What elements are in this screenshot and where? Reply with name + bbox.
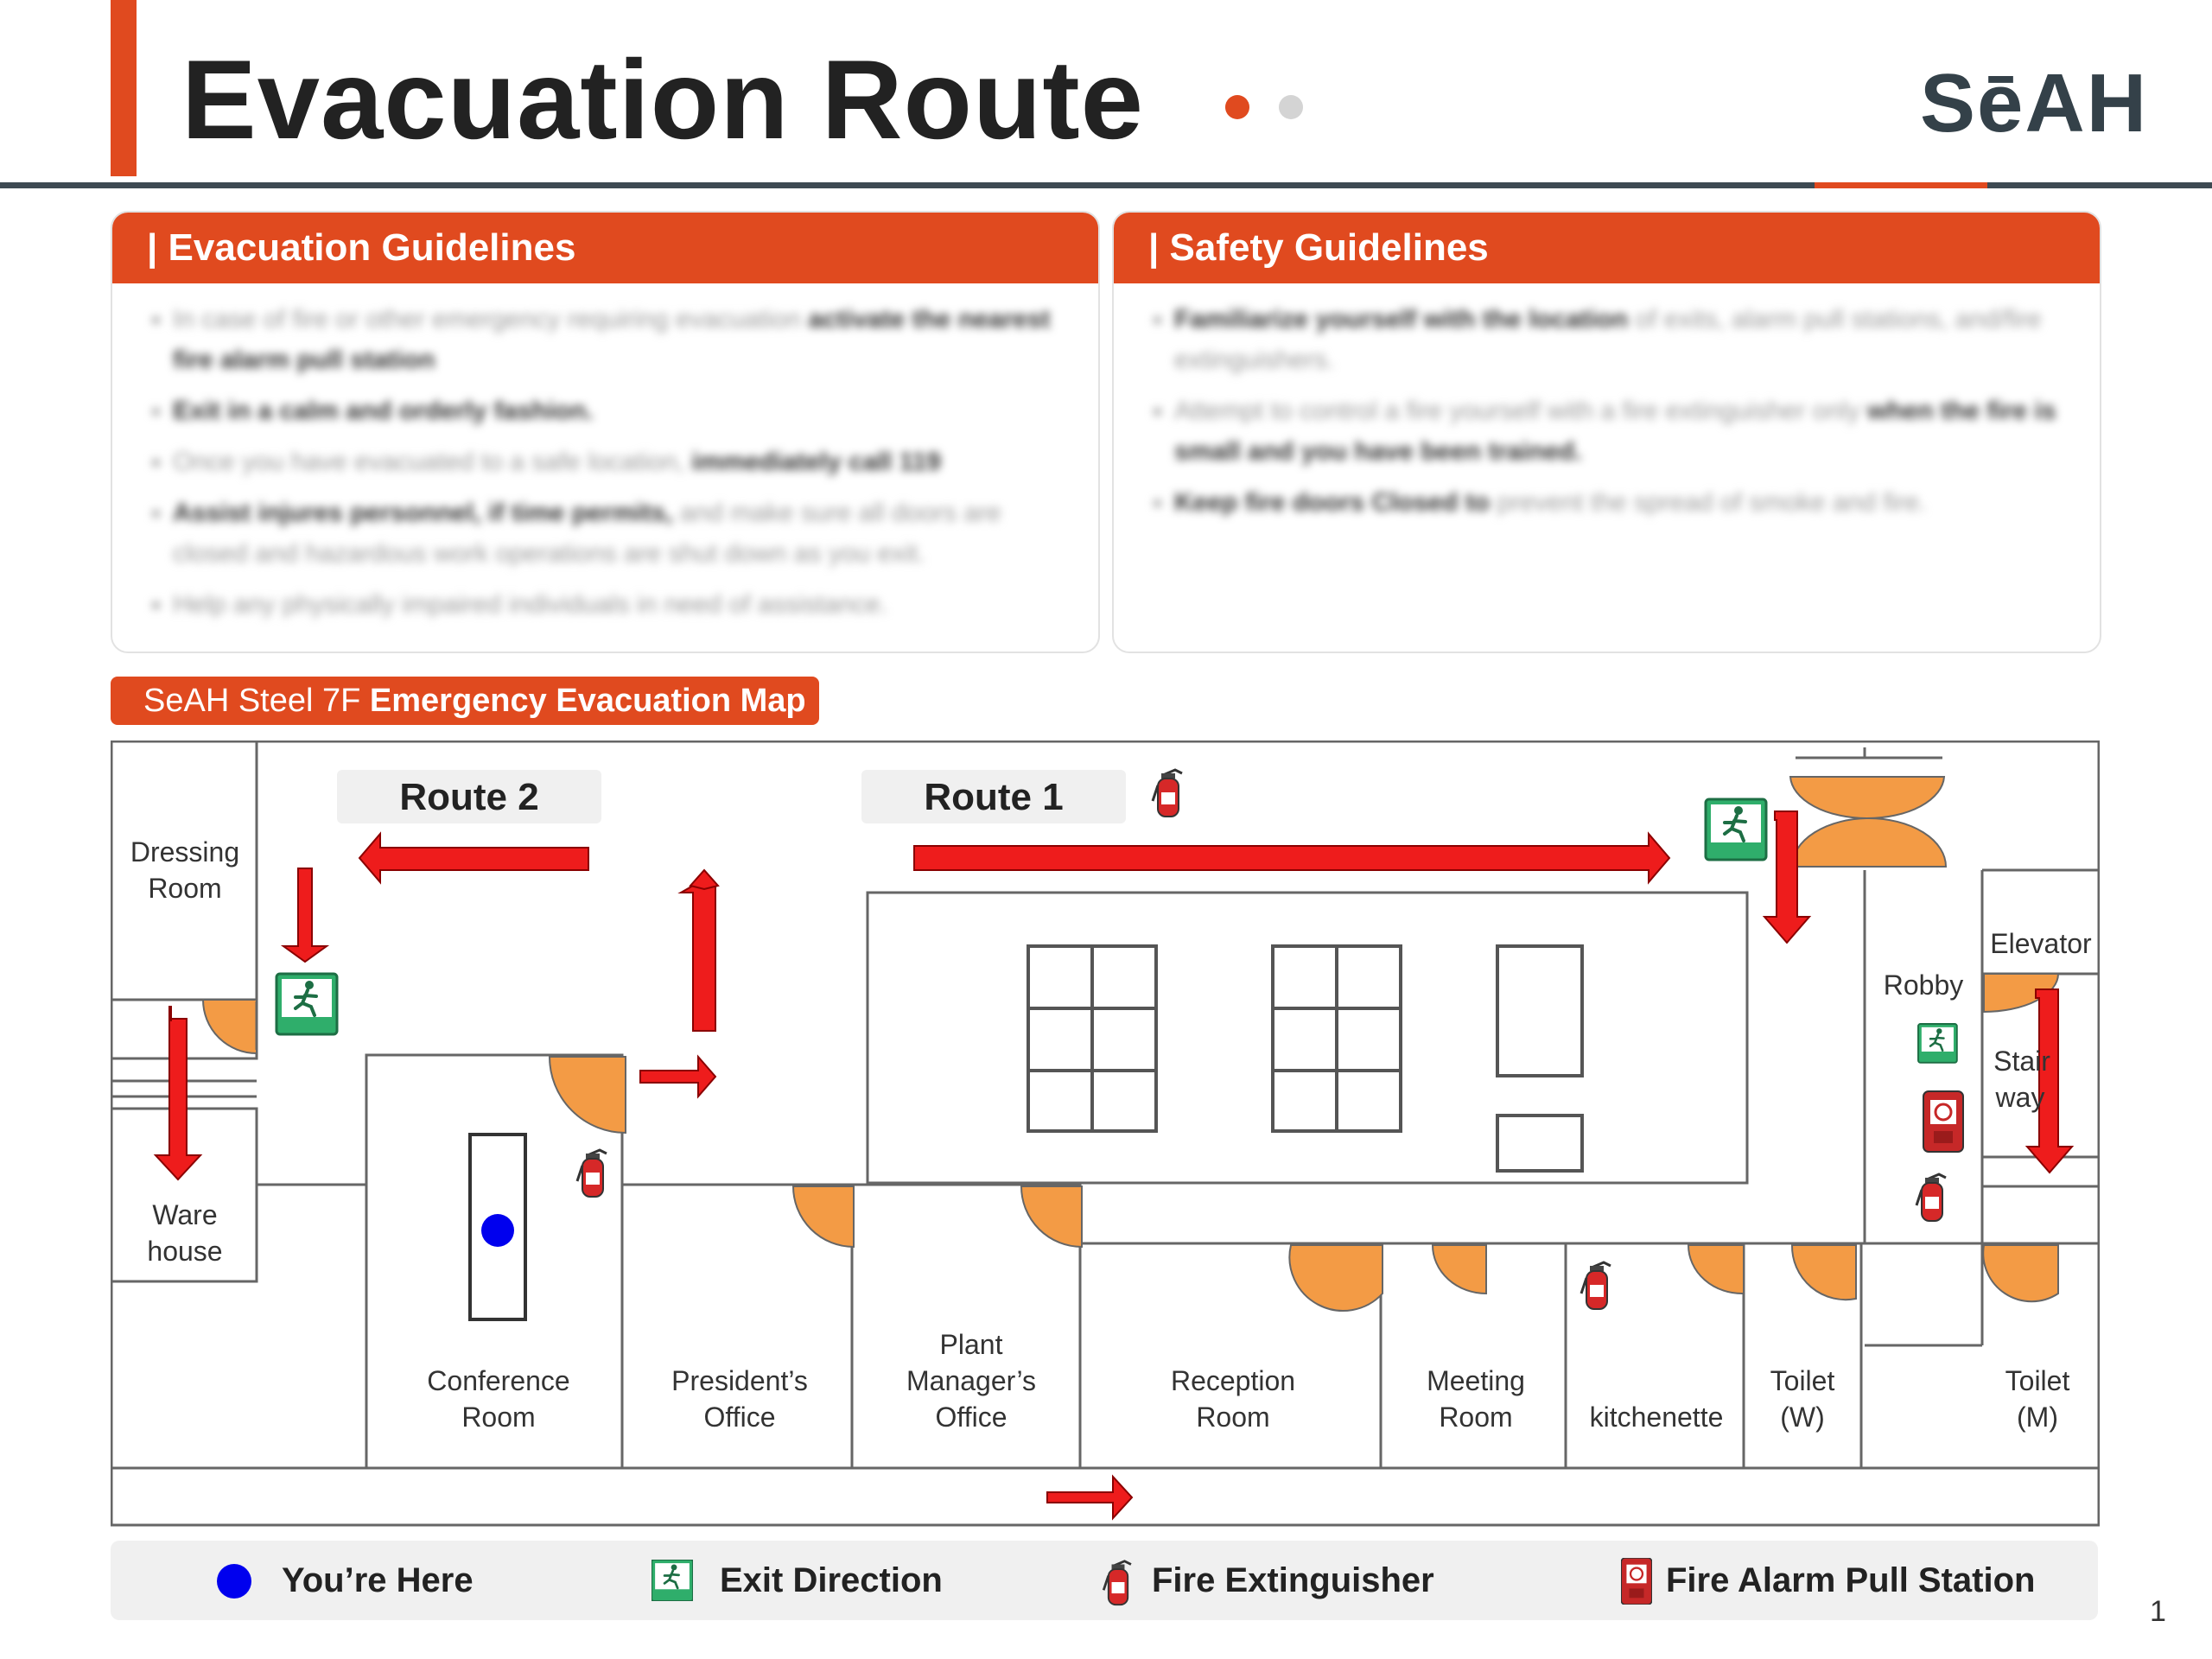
toilet-men-label: Toilet [2005, 1365, 2070, 1396]
map-title-bold: Emergency Evacuation Map [369, 683, 806, 719]
conference-room-label: Room [461, 1402, 536, 1433]
page-number: 1 [2150, 1595, 2166, 1628]
plant-office-label: Office [935, 1402, 1007, 1433]
elevator-label: Elevator [1990, 928, 2092, 959]
evacuation-guidelines-body [112, 283, 1098, 625]
dressing-room-label: Dressing [130, 836, 240, 868]
meeting-room-label: Room [1439, 1402, 1513, 1433]
plant-office-label: Manager’s [906, 1365, 1037, 1396]
robby-label: Robby [1883, 969, 1964, 1001]
toilet-women-label: Toilet [1770, 1365, 1835, 1396]
dressing-room [111, 741, 257, 1001]
desk [1497, 946, 1582, 1076]
stairway-label: Stair [1993, 1046, 2050, 1077]
warehouse-label: Ware [152, 1199, 218, 1230]
floor-plan-map [111, 741, 2100, 1527]
guideline-item: • Once you have evacuated to a safe location, immediately call 119 [173, 442, 1067, 482]
desk [1497, 1116, 1582, 1171]
presidents-office-label: Office [703, 1402, 776, 1433]
legend-fire-extinguisher: Fire Extinguisher [1152, 1561, 1434, 1599]
legend-you-are-here: You’re Here [282, 1561, 474, 1599]
stairway-label: way [1995, 1082, 2045, 1113]
guideline-item: • Attempt to control a fire yourself with a fire extinguisher only when the fire is small and you have been trained. [1174, 391, 2069, 472]
exit-sign-icon [652, 1560, 693, 1601]
guideline-item: • Exit in a calm and orderly fashion. [173, 391, 1067, 431]
guideline-item: • Assist injures personnel, if time permits, and make sure all doors are closed and hazardous work operations are shut down as you exit. [173, 493, 1067, 574]
guideline-item: • Familiarize yourself with the location of exits, alarm pull stations, and/fire extinguishers. [1174, 299, 2069, 380]
legend-fire-alarm: Fire Alarm Pull Station [1666, 1561, 2036, 1599]
header-divider-accent [1815, 182, 1987, 188]
evacuation-guidelines-panel [111, 211, 1100, 653]
dressing-room-label: Room [148, 873, 222, 904]
you-are-here-marker [481, 1214, 514, 1247]
toilet-men-label: (M) [2017, 1402, 2058, 1433]
map-title-label [111, 677, 819, 725]
toilet-men [1861, 1243, 2099, 1468]
map-title-prefix: SeAH Steel 7F [143, 683, 361, 719]
legend-exit-direction: Exit Direction [720, 1561, 943, 1599]
you-are-here-icon [216, 1563, 252, 1599]
safety-guidelines-panel [1112, 211, 2101, 653]
route-1-label: Route 1 [924, 776, 1064, 818]
warehouse-label: house [147, 1236, 223, 1267]
slide-indicator-active [1225, 95, 1249, 119]
exit-sign-icon [1918, 1024, 1957, 1063]
reception-room-label: Room [1196, 1402, 1270, 1433]
presidents-office-label: President’s [671, 1365, 808, 1396]
slide-indicator-inactive [1279, 95, 1303, 119]
meeting-room-label: Meeting [1427, 1365, 1525, 1396]
header-accent-bar [111, 0, 137, 176]
fire-extinguisher-icon [1101, 1558, 1135, 1606]
exit-sign-icon [276, 974, 337, 1034]
fire-alarm-icon [1923, 1091, 1963, 1152]
plant-office-label: Plant [939, 1329, 1003, 1360]
map-legend [111, 1541, 2098, 1620]
guideline-item: • Help any physically impaired individuals in need of assistance. [173, 584, 1067, 625]
company-logo: SēAH [1920, 57, 2149, 149]
fire-alarm-icon [1621, 1558, 1652, 1605]
page-title: Evacuation Route [181, 36, 1144, 162]
exit-sign-icon [1706, 799, 1766, 860]
conference-room-label: Conference [427, 1365, 570, 1396]
safety-guidelines-title: | Safety Guidelines [1114, 213, 2100, 283]
guideline-item: • In case of fire or other emergency requiring evacuation activate the nearest fire alarm pull station [173, 299, 1067, 380]
safety-guidelines-body [1114, 283, 2100, 523]
kitchenette-label: kitchenette [1589, 1402, 1724, 1433]
toilet-women-label: (W) [1780, 1402, 1825, 1433]
reception-room-label: Reception [1170, 1365, 1296, 1396]
route-2-label: Route 2 [399, 776, 539, 818]
guideline-item: • Keep fire doors Closed to prevent the spread of smoke and fire. [1174, 482, 2069, 523]
evacuation-guidelines-title: | Evacuation Guidelines [112, 213, 1098, 283]
